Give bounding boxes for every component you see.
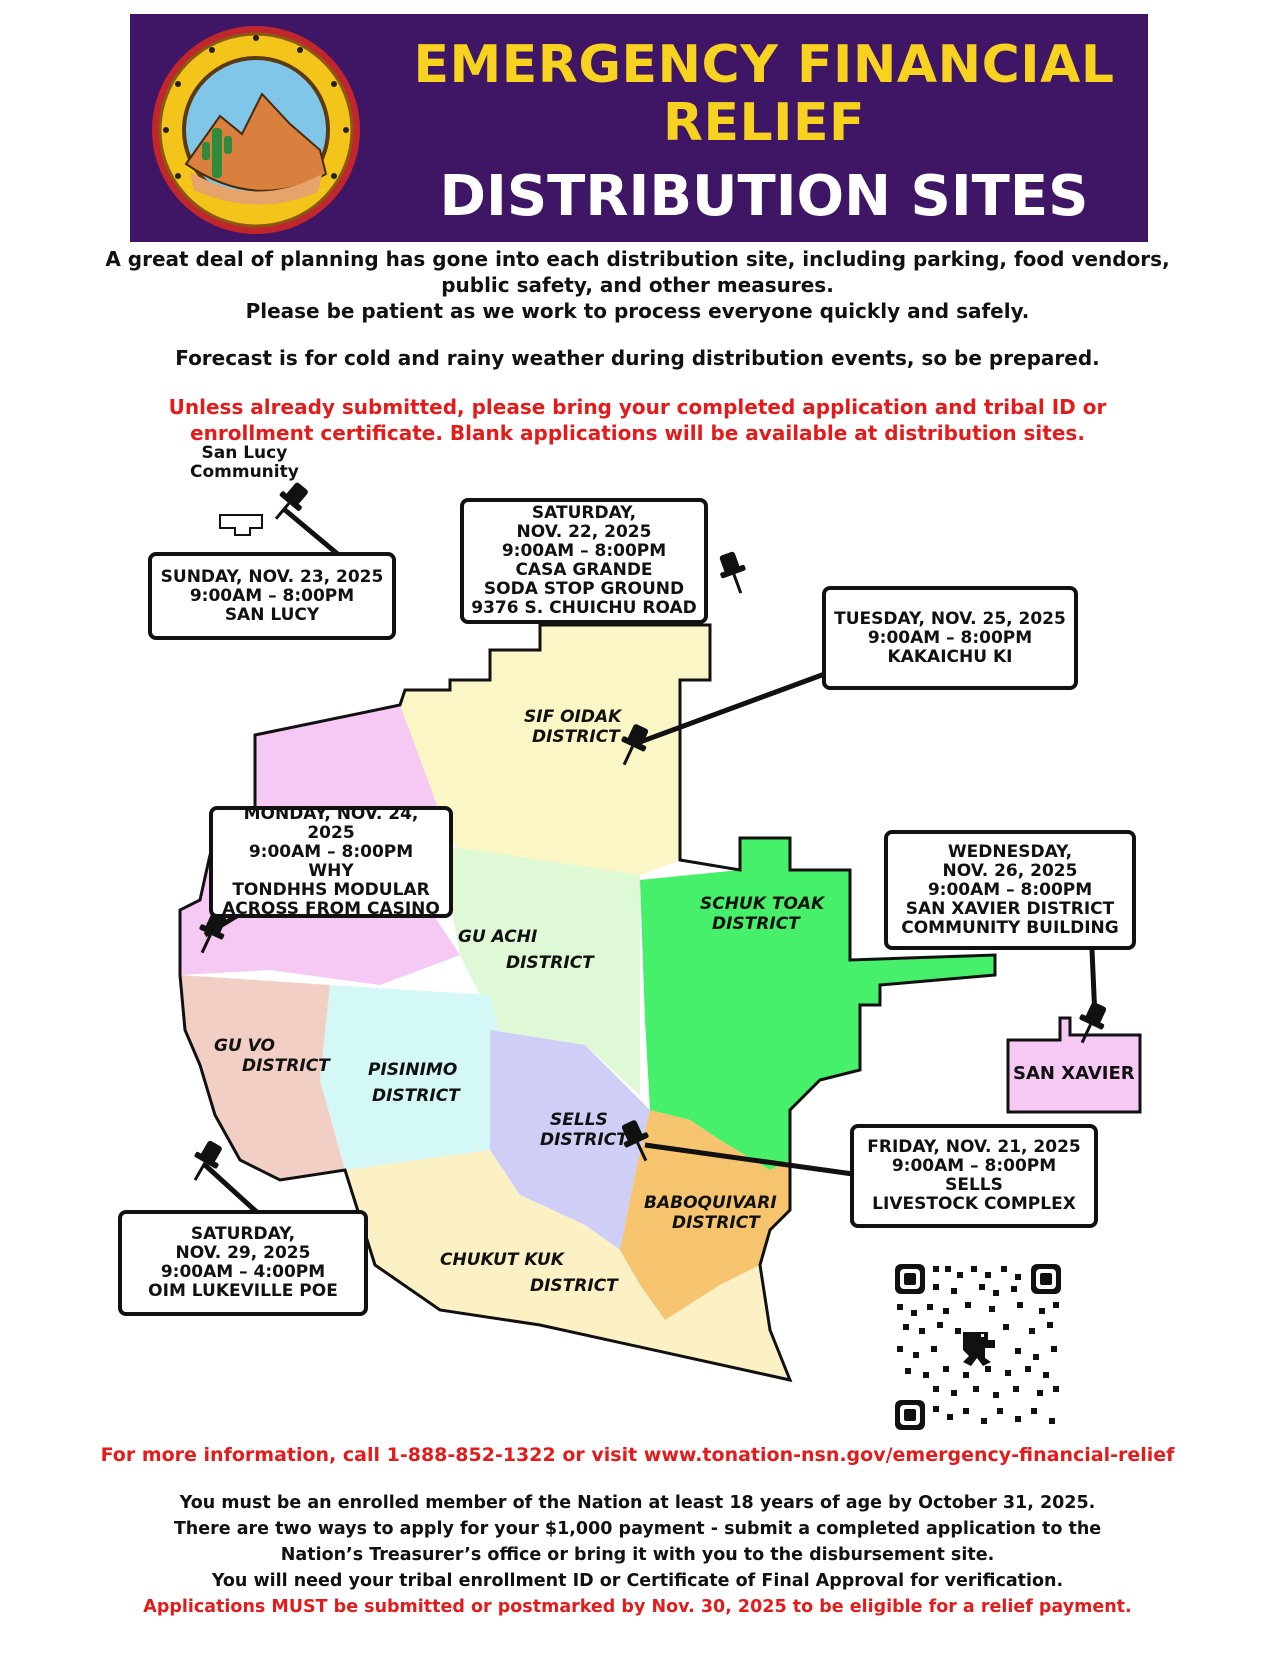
district-name: CHUKUT KUK [440,1250,564,1270]
district-name: GU ACHI [458,927,538,947]
site-location-detail: SODA STOP GROUND [483,579,685,599]
site-location-note: ACROSS FROM CASINO [222,899,440,919]
intro-red-line-1: Unless already submitted, please bring your completed application and tribal ID or [168,395,1107,419]
district-name: SCHUK TOAK [700,894,825,914]
district-name: SELLS [550,1110,608,1130]
footer-line-1: You must be an enrolled member of the Nation at least 18 years of age by October 31, 2025. [179,1493,1096,1513]
header-banner [130,14,1148,242]
site-box-lukeville [118,1210,368,1316]
site-box-san-xavier [884,830,1136,950]
footer-line-3: Nation’s Treasurer’s office or bring it with you to the disbursement site. [280,1545,995,1565]
district-name: BABOQUIVARI [644,1193,777,1213]
site-date: NOV. 22, 2025 [516,522,652,542]
district-suffix: DISTRICT [242,1056,330,1076]
site-location: KAKAICHU KI [887,646,1013,667]
san-lucy-label-line-2: Community [190,462,299,482]
footer-line-4: You will need your tribal enrollment ID or Certificate of Final Approval for verification. [211,1571,1064,1591]
deadline-line: Applications MUST be submitted or postmarked by Nov. 30, 2025 to be eligible for a relief payment. [143,1597,1132,1617]
san-lucy-parcel [220,515,262,535]
site-location: OIM LUKEVILLE POE [148,1281,338,1301]
site-date: NOV. 29, 2025 [175,1243,311,1263]
more-info-line: For more information, call 1-888-852-1322 or visit www.tonation-nsn.gov/emergency-financial-relief [100,1444,1175,1466]
site-box-why [209,806,453,918]
site-location-detail: COMMUNITY BUILDING [901,917,1119,938]
site-date: TUESDAY, NOV. 25, 2025 [834,608,1066,629]
district-suffix: DISTRICT [532,727,620,747]
site-hours: 9:00AM – 8:00PM [891,1156,1057,1176]
district-name: SIF OIDAK [524,707,622,727]
site-date: MONDAY, NOV. 24, 2025 [243,804,419,843]
title-line-1: EMERGENCY FINANCIAL [413,35,1115,95]
qr-code-icon[interactable] [893,1262,1063,1432]
intro-line-3: Please be patient as we work to process everyone quickly and safely. [245,299,1030,323]
district-suffix: DISTRICT [672,1213,760,1233]
site-location: CASA GRANDE [515,560,653,580]
district-suffix: DISTRICT [530,1276,618,1296]
district-label-pisinimo [368,1060,460,1106]
site-location-detail: LIVESTOCK COMPLEX [872,1194,1076,1214]
site-date: NOV. 26, 2025 [942,860,1078,881]
site-box-sells [850,1124,1098,1228]
district-suffix: DISTRICT [712,914,800,934]
site-hours: 9:00AM – 8:00PM [867,627,1033,648]
district-label-sif-oidak [524,707,621,747]
district-label-san-xavier: SAN XAVIER [1013,1063,1135,1084]
district-label-gu-achi [458,927,594,973]
district-label-schuk-toak [700,894,824,934]
site-day: SATURDAY, [531,503,637,523]
intro-red-line-2: enrollment certificate. Blank applications will be available at distribution sites. [190,421,1085,445]
site-date: SUNDAY, NOV. 23, 2025 [160,566,384,587]
site-location-detail: TONDHHS MODULAR [232,880,430,900]
site-location: WHY [308,861,354,881]
district-label-chukut-kuk [440,1250,618,1296]
district-suffix: DISTRICT [540,1130,628,1150]
san-lucy-community-label [190,444,299,482]
site-day: SATURDAY, [190,1224,296,1244]
title-line-3: DISTRIBUTION SITES [439,164,1089,229]
intro-line-1: A great deal of planning has gone into each distribution site, including parking, food vendors, [105,247,1170,271]
nation-seal-icon [150,24,362,236]
site-location: SELLS [945,1175,1003,1195]
district-suffix: DISTRICT [372,1086,460,1106]
intro-line-4: Forecast is for cold and rainy weather during distribution events, so be prepared. [175,346,1100,370]
district-suffix: DISTRICT [506,953,594,973]
intro-line-2: public safety, and other measures. [441,273,834,297]
title-line-2: RELIEF [662,93,866,153]
district-label-sells [540,1110,628,1150]
district-name: PISINIMO [368,1060,458,1080]
site-address: 9376 S. CHUICHU ROAD [471,598,697,618]
site-location: SAN XAVIER DISTRICT [905,898,1115,919]
site-hours: 9:00AM – 8:00PM [189,585,355,606]
site-box-casa-grande [460,498,708,624]
site-hours: 9:00AM – 4:00PM [160,1262,326,1282]
site-hours: 9:00AM – 8:00PM [248,842,414,862]
site-day: WEDNESDAY, [947,841,1073,862]
san-lucy-label-line-1: San Lucy [201,443,288,463]
site-date: FRIDAY, NOV. 21, 2025 [867,1137,1081,1157]
district-name: GU VO [214,1036,275,1056]
district-label-baboquivari [644,1193,777,1233]
footer-line-2: There are two ways to apply for your $1,000 payment - submit a completed application to the [173,1519,1102,1539]
site-hours: 9:00AM – 8:00PM [927,879,1093,900]
site-hours: 9:00AM – 8:00PM [501,541,667,561]
district-label-gu-vo [214,1036,330,1076]
site-location: SAN LUCY [224,604,320,625]
site-box-kakaichu-ki [822,586,1078,690]
site-box-san-lucy [148,552,396,640]
